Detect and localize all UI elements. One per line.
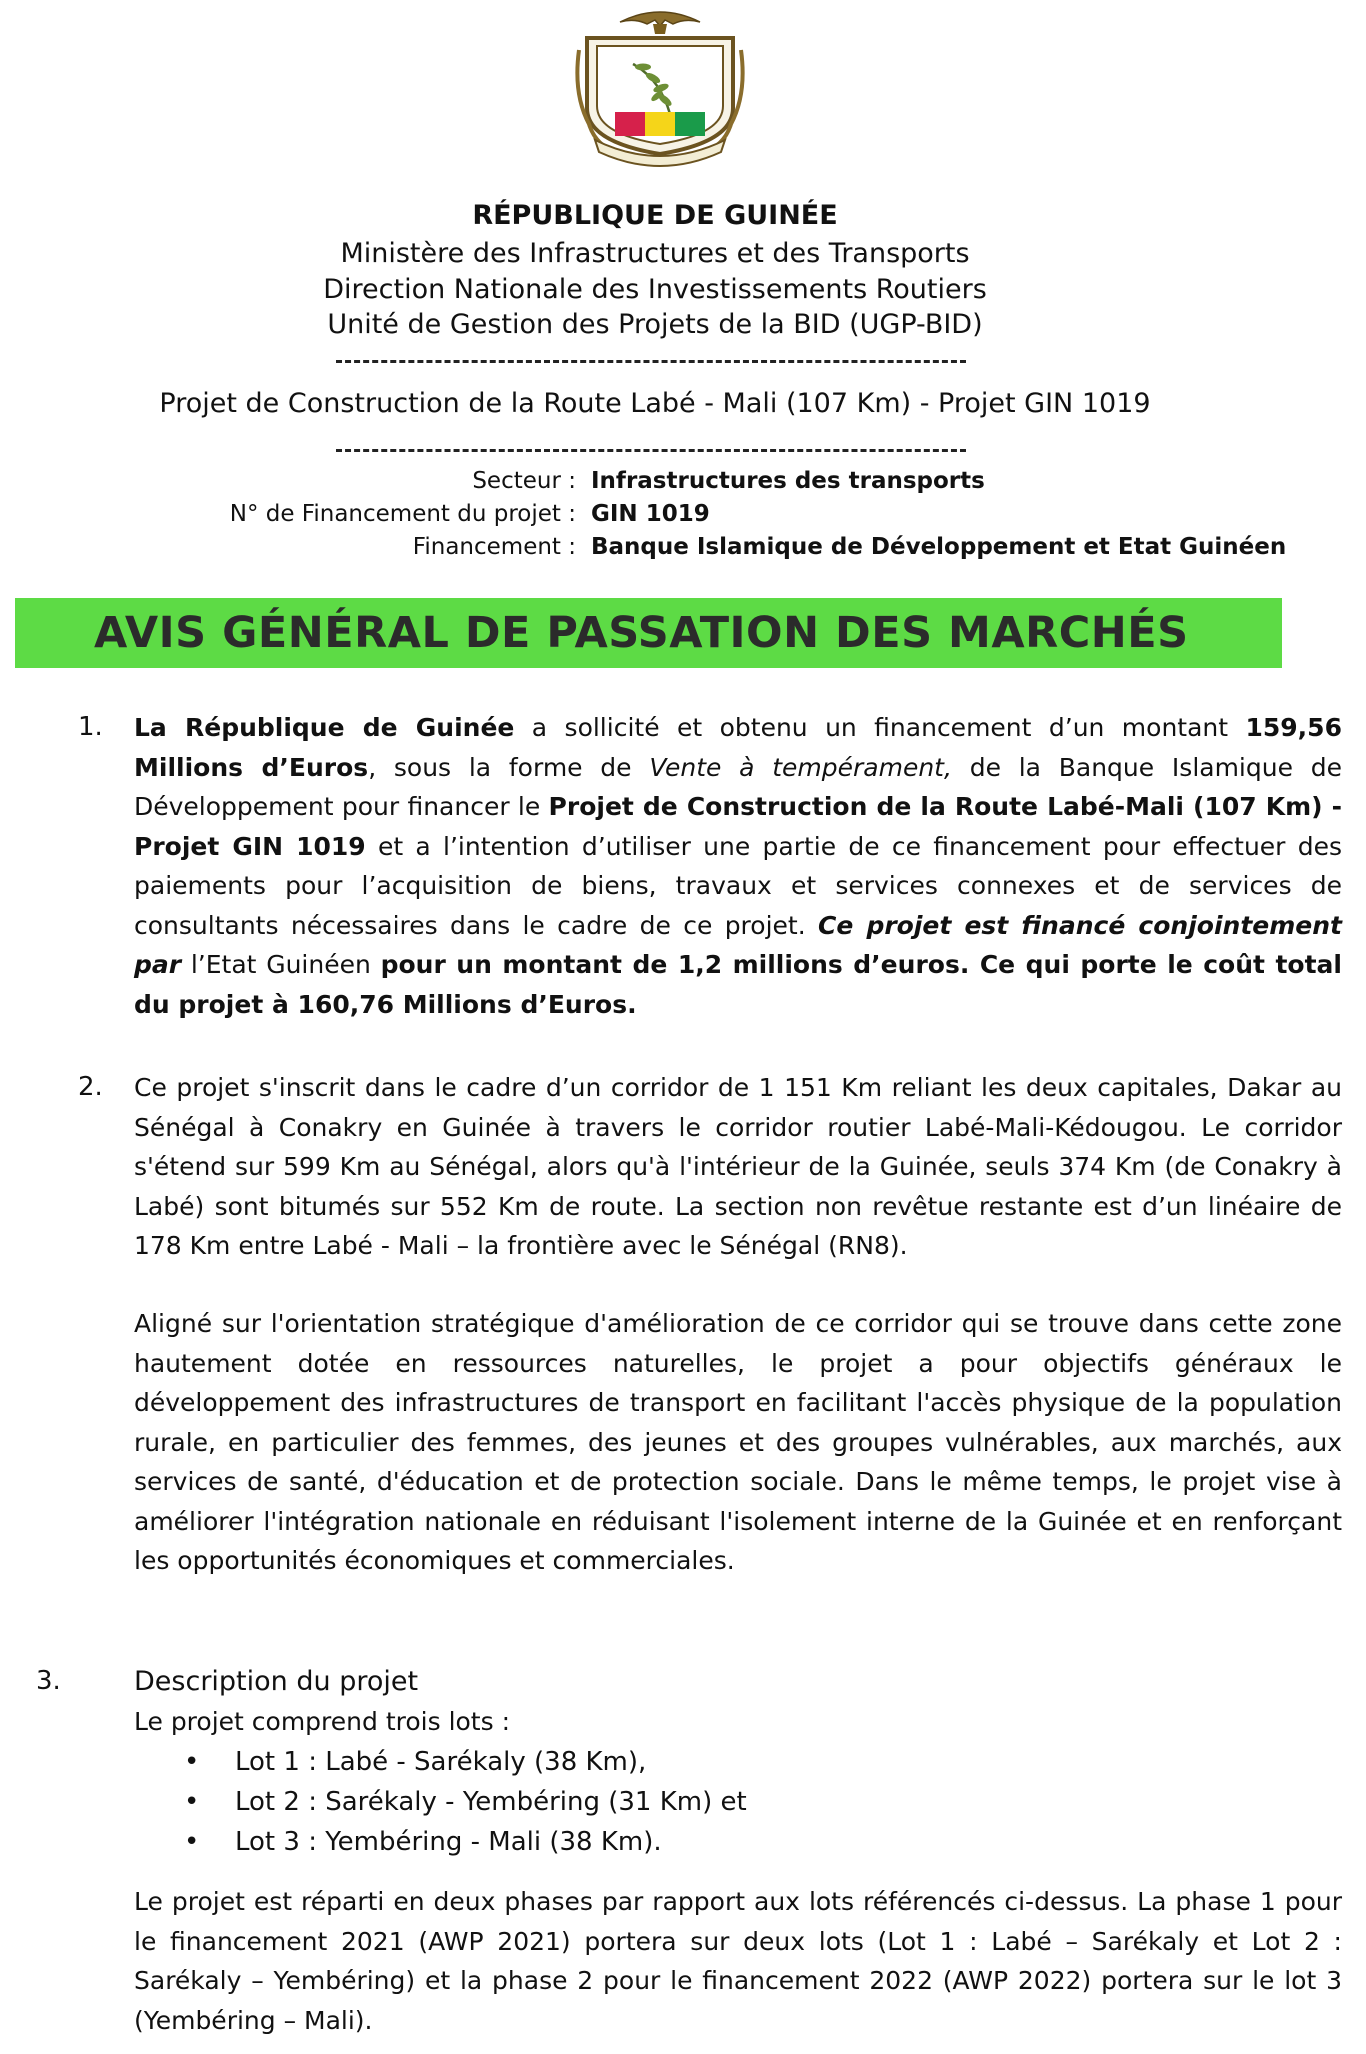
ministry-line: Ministère des Infrastructures et des Transports	[340, 238, 970, 269]
bullet: •	[184, 1827, 200, 1857]
project-title: Projet de Construction de la Route Labé - Mali (107 Km) - Projet GIN 1019	[159, 388, 1151, 419]
info-label: N° de Financement du projet :	[229, 501, 576, 527]
direction-line: Direction Nationale des Investissements Routiers	[323, 274, 987, 305]
country-heading: RÉPUBLIQUE DE GUINÉE	[472, 200, 838, 231]
notice-title: AVIS GÉNÉRAL DE PASSATION DES MARCHÉS	[94, 608, 1189, 658]
section-number: 2.	[78, 1072, 103, 1102]
section-2-paragraph-1: Ce projet s'inscrit dans le cadre d’un corridor de 1 151 Km reliant les deux capitales, Dakar au Sénégal à Conakry en Guinée à travers le corridor routier Labé-Mali-Kédougou. Le corridor s'étend sur 599 Km au Sénégal, alors qu'à l'intérieur de la Guinée, seuls 374 Km (de Conakry à Labé) sont bitumés sur 552 Km de route. La section non revêtue restante est d’un linéaire de 178 Km entre Labé - Mali – la frontière avec le Sénégal (RN8).	[134, 1073, 1342, 1260]
notice-banner	[15, 598, 1282, 668]
unit-line: Unité de Gestion des Projets de la BID (UGP-BID)	[327, 309, 983, 340]
info-value: GIN 1019	[591, 501, 710, 527]
section-2-paragraph-2: Aligné sur l'orientation stratégique d'amélioration de ce corridor qui se trouve dans cette zone hautement dotée en ressources naturelles, le projet a pour objectifs généraux le développement des infrastructures de transport en facilitant l'accès physique de la population rurale, en particulier des femmes, des jeunes et des groupes vulnérables, aux marchés, aux services de santé, d'éducation et de protection sociale. Dans le même temps, le projet vise à améliorer l'intégration nationale en réduisant l'isolement interne de la Guinée et en renforçant les opportunités économiques et commerciales.	[134, 1309, 1342, 1575]
section-3-phases: Le projet est réparti en deux phases par rapport aux lots référencés ci-dessus. La phase 1 pour le financement 2021 (AWP 2021) portera sur deux lots (Lot 1 : Labé – Sarékaly et Lot 2 : Sarékaly – Yembéring) et la phase 2 pour le financement 2022 (AWP 2022) portera sur le lot 3 (Yembéring – Mali).	[134, 1887, 1342, 2035]
info-value: Banque Islamique de Développement et Etat Guinéen	[591, 534, 1287, 560]
bullet: •	[184, 1787, 200, 1817]
coat-of-arms-emblem	[565, 4, 755, 169]
dashed-divider	[336, 449, 966, 452]
section-3-intro: Le projet comprend trois lots :	[134, 1707, 511, 1736]
dashed-divider	[336, 360, 966, 363]
section-number: 3.	[36, 1666, 61, 1696]
info-label: Financement :	[412, 534, 576, 560]
list-item: • Lot 3 : Yembéring - Mali (38 Km).	[180, 1822, 1080, 1862]
info-value: Infrastructures des transports	[591, 468, 985, 494]
section-1-paragraph: La République de Guinée a sollicité et obtenu un financement d’un montant 159,56 Millions d’Euros, sous la forme de Vente à tempérament, de la Banque Islamique de Développement pour financer le Projet de Construction de la Route Labé-Mali (107 Km) - Projet GIN 1019 et a l’intention d’utiliser une partie de ce financement pour effectuer des paiements pour l’acquisition de biens, travaux et services connexes et de services de consultants nécessaires dans le cadre de ce projet. Ce projet est financé conjointement par l’Etat Guinéen pour un montant de 1,2 millions d’euros. Ce qui porte le coût total du projet à 160,76 Millions d’Euros.	[134, 713, 1342, 1019]
section-3-heading: Description du projet	[134, 1666, 419, 1697]
info-row-sector	[0, 464, 1366, 498]
bullet: •	[184, 1747, 200, 1777]
list-item: • Lot 2 : Sarékaly - Yembéring (31 Km) et	[180, 1782, 1080, 1822]
info-label: Secteur :	[472, 468, 576, 494]
info-row-financing	[0, 530, 1366, 564]
section-number: 1.	[78, 712, 103, 742]
info-row-financing-number	[0, 497, 1366, 531]
list-item: • Lot 1 : Labé - Sarékaly (38 Km),	[180, 1742, 1080, 1782]
lots-list	[180, 1742, 1080, 1862]
